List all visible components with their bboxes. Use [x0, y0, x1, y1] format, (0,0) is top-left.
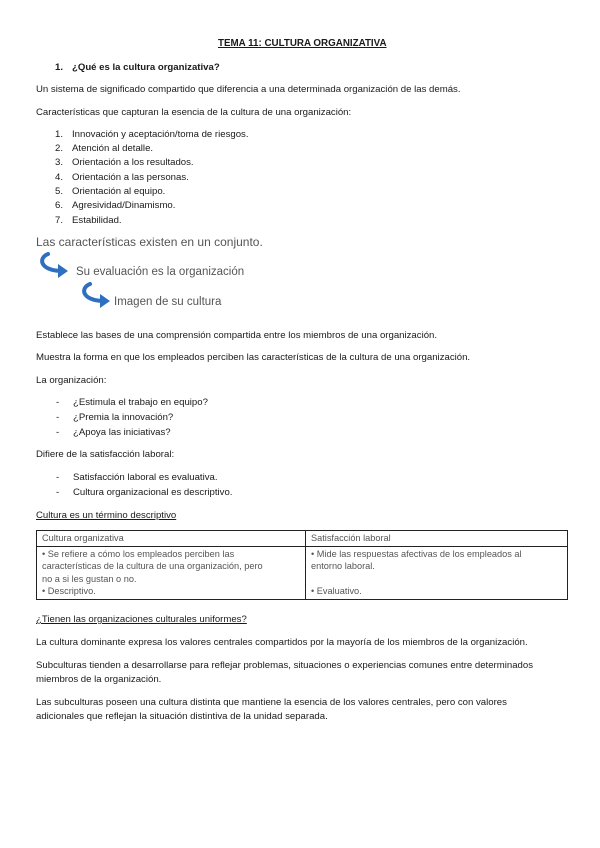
- paragraph-subculturas-line-1: Subculturas tienden a desarrollarse para reflejar problemas, situaciones o experiencias comunes entre determinados: [36, 660, 534, 671]
- difiere-intro: Difiere de la satisfacción laboral:: [36, 449, 175, 460]
- table-row: [37, 546, 568, 599]
- curved-arrow-icon: [38, 252, 78, 282]
- section-title: ¿Qué es la cultura organizativa?: [72, 62, 220, 73]
- annotation-line-2: Su evaluación es la organización: [76, 266, 245, 278]
- section-number: 1.: [55, 62, 64, 73]
- paragraph-poseen-line-1: Las subculturas poseen una cultura distinta que mantiene la esencia de los valores centrales, pero con valores: [36, 697, 507, 708]
- list-item: 4. Orientación a las personas.: [55, 172, 189, 183]
- list-item: - ¿Premia la innovación?: [56, 412, 174, 423]
- paragraph-bases: Establece las bases de una comprensión compartida entre los miembros de una organización.: [36, 330, 438, 341]
- table-header: Cultura organizativa: [37, 531, 306, 547]
- table-header: Satisfacción laboral: [306, 531, 568, 547]
- paragraph-subculturas-line-2: miembros de la organización.: [36, 674, 162, 685]
- list-item: 7. Estabilidad.: [55, 215, 122, 226]
- list-item: 2. Atención al detalle.: [55, 143, 154, 154]
- page-title: TEMA 11: CULTURA ORGANIZATIVA: [218, 38, 387, 49]
- table-cell: • Se refiere a cómo los empleados perciben las características de la cultura de una organización, pero no a si les gustan o no. • Descriptivo.: [37, 546, 306, 599]
- list-item: - Satisfacción laboral es evaluativa.: [56, 472, 218, 483]
- list-item: 5. Orientación al equipo.: [55, 186, 166, 197]
- list-item: - ¿Estimula el trabajo en equipo?: [56, 397, 208, 408]
- paragraph-muestra: Muestra la forma en que los empleados perciben las características de la cultura de una organización.: [36, 352, 471, 363]
- annotation-line-3: Imagen de su cultura: [114, 296, 222, 308]
- list-item: 1. Innovación y aceptación/toma de riesgos.: [55, 129, 249, 140]
- uniformes-heading: ¿Tienen las organizaciones culturales uniformes?: [36, 614, 247, 625]
- org-intro: La organización:: [36, 375, 107, 386]
- table-cell: • Mide las respuestas afectivas de los empleados al entorno laboral. • Evaluativo.: [306, 546, 568, 599]
- list-item: - ¿Apoya las iniciativas?: [56, 427, 171, 438]
- annotation-line-1: Las características existen en un conjunto.: [36, 235, 263, 249]
- list-item: - Cultura organizacional es descriptivo.: [56, 487, 233, 498]
- cultura-heading: Cultura es un término descriptivo: [36, 510, 177, 521]
- list-item: 3. Orientación a los resultados.: [55, 157, 194, 168]
- section-heading: [55, 62, 220, 74]
- paragraph-poseen-line-2: adicionales que reflejan la situación distintiva de la unidad separada.: [36, 711, 328, 722]
- paragraph-dominante: La cultura dominante expresa los valores centrales compartidos por la mayoría de los miembros de la organización.: [36, 637, 528, 648]
- table-header-row: [37, 531, 568, 547]
- list-item: 6. Agresividad/Dinamismo.: [55, 200, 176, 211]
- definition-text: Un sistema de significado compartido que diferencia a una determinada organización de las demás.: [36, 84, 461, 95]
- characteristics-intro: Características que capturan la esencia de la cultura de una organización:: [36, 107, 352, 118]
- comparison-table: [36, 530, 568, 600]
